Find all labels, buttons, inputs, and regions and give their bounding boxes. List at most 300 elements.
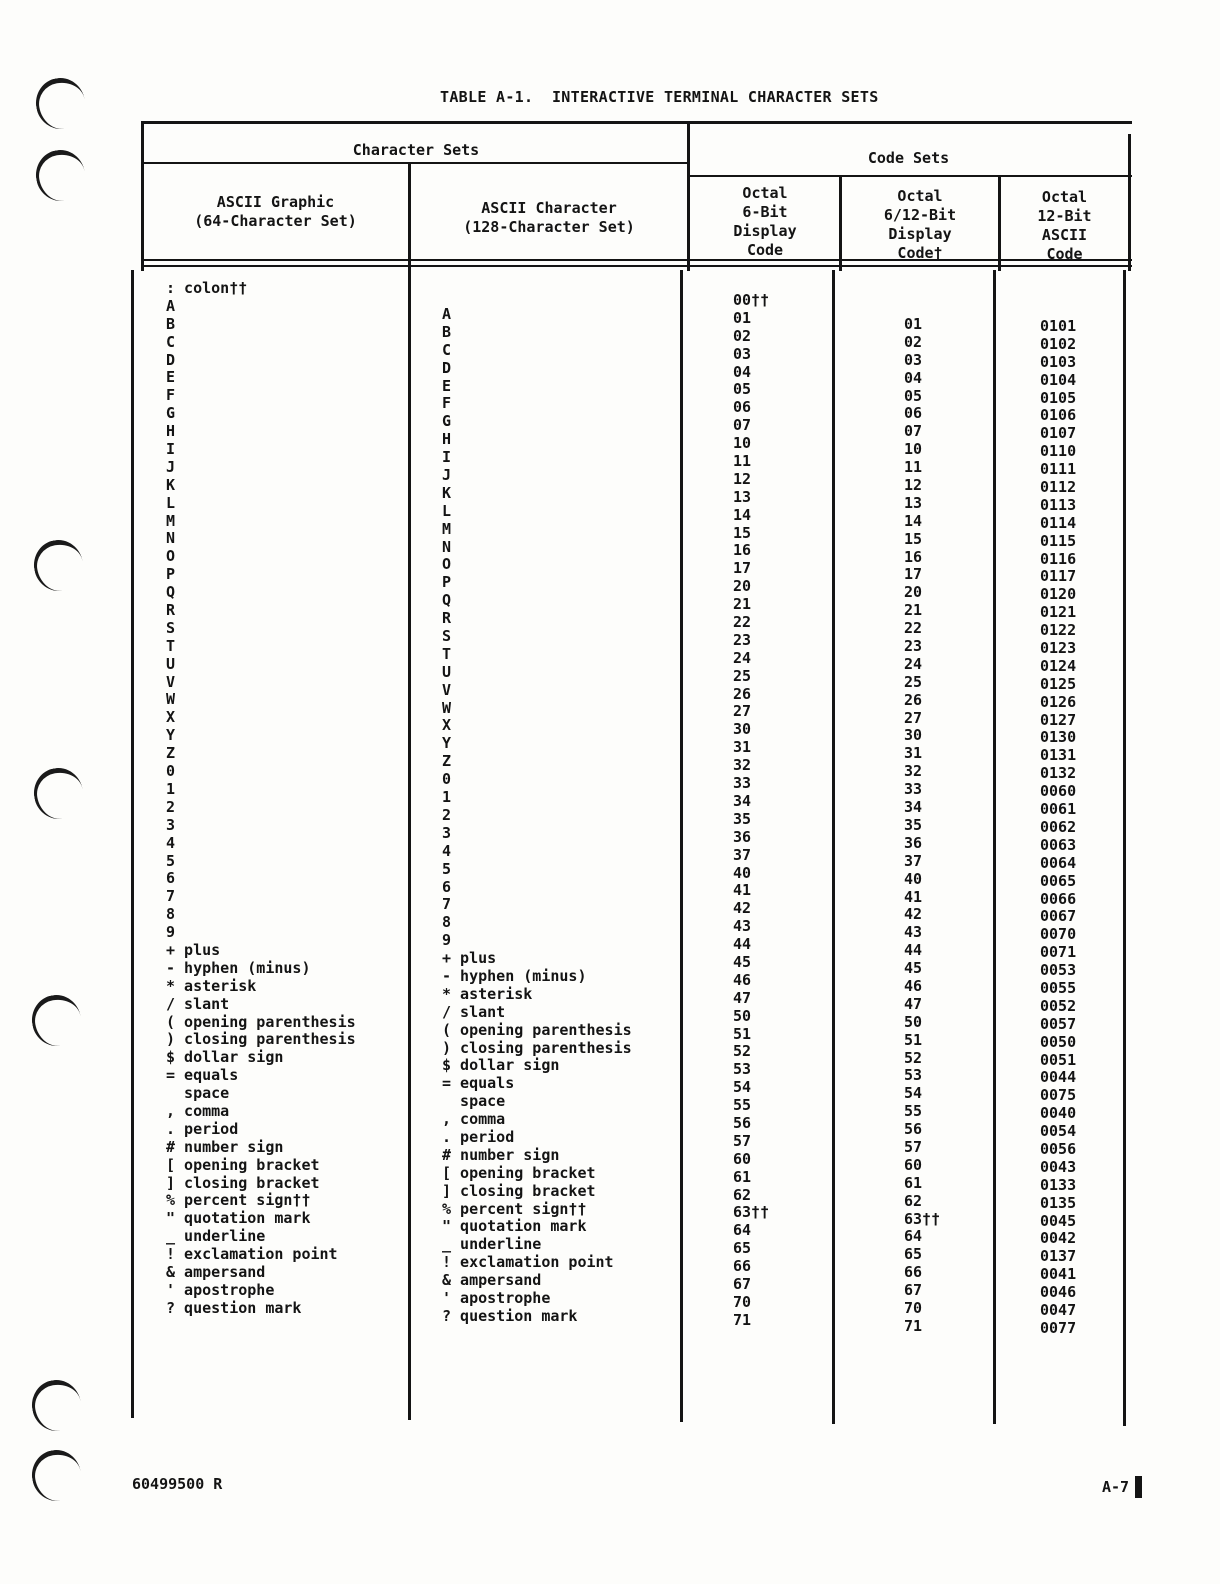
table-cell: 8 xyxy=(442,913,452,932)
table-cell: 41 xyxy=(733,881,752,900)
table-cell: 30 xyxy=(733,720,752,739)
table-cell: 0066 xyxy=(1040,889,1077,908)
table-cell: T xyxy=(166,636,176,655)
table-cell: 0127 xyxy=(1040,710,1077,729)
document-number: 60499500 R xyxy=(132,1475,223,1493)
table-cell: 66 xyxy=(904,1263,923,1282)
table-cell: A xyxy=(442,305,452,323)
table-cell: + plus xyxy=(442,949,497,968)
table-cell: 0045 xyxy=(1040,1211,1077,1230)
table-cell: 42 xyxy=(904,905,923,924)
table-cell: 0107 xyxy=(1040,424,1077,443)
col-line-0b xyxy=(131,270,134,1418)
table-cell: 31 xyxy=(904,744,923,763)
table-cell: 71 xyxy=(733,1310,752,1329)
table-cell: 6 xyxy=(166,869,176,888)
table-cell: 0042 xyxy=(1040,1229,1077,1248)
table-cell: 0065 xyxy=(1040,871,1077,890)
table-cell: ' apostrophe xyxy=(442,1288,551,1307)
table-cell: 0071 xyxy=(1040,943,1077,962)
table-cell: 0077 xyxy=(1040,1318,1077,1337)
table-cell: 0131 xyxy=(1040,746,1077,765)
table-cell: [ opening bracket xyxy=(442,1163,596,1182)
table-cell: 14 xyxy=(733,505,752,524)
table-cell: 0 xyxy=(166,762,176,781)
table-cell: 0125 xyxy=(1040,674,1077,693)
table-cell: 21 xyxy=(733,595,752,614)
table-cell: G xyxy=(442,412,452,431)
table-cell: 50 xyxy=(733,1006,752,1025)
table-cell: M xyxy=(442,519,452,538)
table-cell: 6 xyxy=(442,877,452,896)
table-cell: 0130 xyxy=(1040,728,1077,747)
table-cell: 0110 xyxy=(1040,442,1077,461)
table-cell: , comma xyxy=(442,1110,506,1129)
table-cell: B xyxy=(166,314,176,333)
table-cell: 07 xyxy=(904,422,923,441)
table-cell: 46 xyxy=(733,970,752,989)
table-cell: : colon†† xyxy=(166,279,248,297)
table-cell: R xyxy=(442,609,452,628)
table-cell: 36 xyxy=(733,827,752,846)
table-cell: ( opening parenthesis xyxy=(166,1012,356,1031)
table-cell: J xyxy=(442,466,452,485)
table-cell: 44 xyxy=(733,935,752,954)
table-cell: E xyxy=(166,368,176,387)
table-cell: S xyxy=(166,618,176,637)
table-cell: 36 xyxy=(904,833,923,852)
punch-hole-2 xyxy=(32,146,89,205)
punch-hole-1 xyxy=(32,74,89,133)
table-cell: N xyxy=(442,537,452,556)
table-cell: Y xyxy=(442,734,452,753)
table-cell: 60 xyxy=(733,1149,752,1168)
table-cell: 03 xyxy=(733,344,752,363)
table-cell: 0062 xyxy=(1040,817,1077,836)
code-sets-header: Code Sets xyxy=(867,149,950,167)
table-cell: 11 xyxy=(733,452,752,471)
table-cell: 40 xyxy=(904,869,923,888)
table-cell: 0040 xyxy=(1040,1104,1077,1123)
table-cell: K xyxy=(442,483,452,502)
table-cell: 34 xyxy=(733,791,752,810)
table-cell: 0113 xyxy=(1040,495,1077,514)
table-cell: ) closing parenthesis xyxy=(442,1038,632,1057)
table-cell: 0102 xyxy=(1040,334,1077,353)
table-cell: C xyxy=(442,340,452,359)
table-cell: 34 xyxy=(904,798,923,817)
octal6-column xyxy=(733,292,823,1330)
ascii64-column xyxy=(166,280,406,1318)
table-cell: I xyxy=(442,448,452,467)
table-cell: P xyxy=(442,573,452,592)
punch-hole-6 xyxy=(28,1376,85,1435)
table-cell: 21 xyxy=(904,601,923,620)
col-line-1 xyxy=(408,164,411,1420)
table-cell: 25 xyxy=(904,672,923,691)
table-cell: ] closing bracket xyxy=(442,1181,596,1200)
table-cell: 47 xyxy=(733,988,752,1007)
table-cell: ] closing bracket xyxy=(166,1173,320,1192)
table-cell: 0117 xyxy=(1040,567,1077,586)
table-cell: X xyxy=(166,708,176,727)
table-cell: 0122 xyxy=(1040,621,1077,640)
table-cell: " quotation mark xyxy=(166,1209,311,1228)
table-cell: = equals xyxy=(166,1066,239,1085)
table-cell: F xyxy=(442,394,452,413)
table-cell: 61 xyxy=(733,1167,752,1186)
table-cell: 05 xyxy=(733,380,752,399)
table-cell: 62 xyxy=(904,1191,923,1210)
table-cell: 33 xyxy=(904,780,923,799)
table-cell: 8 xyxy=(166,905,176,924)
table-cell: H xyxy=(442,430,452,449)
table-cell: 02 xyxy=(733,326,752,345)
table-cell: % percent sign†† xyxy=(442,1199,587,1218)
table-cell: 57 xyxy=(904,1137,923,1156)
table-cell: 63†† xyxy=(733,1203,770,1222)
table-cell: / slant xyxy=(166,994,230,1013)
table-cell: 0135 xyxy=(1040,1193,1077,1212)
table-cell: 51 xyxy=(904,1030,923,1049)
table-cell: 0067 xyxy=(1040,907,1077,926)
table-cell: 61 xyxy=(904,1173,923,1192)
table-cell: 41 xyxy=(904,887,923,906)
table-cell: 01 xyxy=(733,308,752,327)
table-cell: 54 xyxy=(904,1084,923,1103)
table-cell: 45 xyxy=(733,952,752,971)
punch-hole-7 xyxy=(28,1446,85,1505)
table-cell: 1 xyxy=(442,788,452,807)
table-cell: 0057 xyxy=(1040,1014,1077,1033)
table-cell: W xyxy=(166,690,176,709)
table-cell: 7 xyxy=(166,887,176,906)
table-cell: 0104 xyxy=(1040,370,1077,389)
table-cell: H xyxy=(166,422,176,441)
table-cell: V xyxy=(442,680,452,699)
table-cell: 0114 xyxy=(1040,513,1077,532)
col-line-4b xyxy=(993,270,996,1424)
table-cell: 11 xyxy=(904,458,923,477)
table-cell: F xyxy=(166,386,176,405)
table-cell: 55 xyxy=(733,1096,752,1115)
table-cell: 0132 xyxy=(1040,764,1077,783)
table-cell: 57 xyxy=(733,1131,752,1150)
table-cell: 65 xyxy=(904,1245,923,1264)
table-cell: 0111 xyxy=(1040,460,1077,479)
table-cell: 5 xyxy=(166,851,176,870)
table-cell: " quotation mark xyxy=(442,1217,587,1236)
table-cell: 0120 xyxy=(1040,585,1077,604)
table-cell: L xyxy=(166,493,176,512)
group-header-rule-right xyxy=(689,175,1132,177)
table-cell: ' apostrophe xyxy=(166,1280,275,1299)
punch-hole-3 xyxy=(30,536,87,595)
table-cell: 71 xyxy=(904,1316,923,1335)
group-header-rule-left xyxy=(143,162,689,164)
table-cell: 2 xyxy=(166,797,176,816)
table-cell: 67 xyxy=(904,1281,923,1300)
punch-hole-4 xyxy=(30,764,87,823)
table-cell: 12 xyxy=(904,476,923,495)
table-cell: $ dollar sign xyxy=(442,1056,560,1075)
table-cell: 32 xyxy=(904,762,923,781)
table-cell: 0116 xyxy=(1040,549,1077,568)
table-cell: 40 xyxy=(733,863,752,882)
table-cell: 67 xyxy=(733,1274,752,1293)
col-line-3b xyxy=(832,270,835,1424)
table-cell: 9 xyxy=(166,923,176,942)
table-cell: 17 xyxy=(904,565,923,584)
octal612-header: Octal 6/12-Bit Display Code† xyxy=(883,187,957,262)
table-cell: Z xyxy=(442,752,452,771)
octal612-column xyxy=(904,316,984,1336)
table-cell: - hyphen (minus) xyxy=(442,966,587,985)
table-cell: 30 xyxy=(904,726,923,745)
table-cell: 0056 xyxy=(1040,1139,1077,1158)
octal6-header: Octal 6-Bit Display Code xyxy=(733,184,797,259)
table-cell: B xyxy=(442,322,452,341)
table-cell: - hyphen (minus) xyxy=(166,958,311,977)
table-cell: 0043 xyxy=(1040,1157,1077,1176)
table-cell: P xyxy=(166,565,176,584)
table-cell: 46 xyxy=(904,976,923,995)
table-cell: 24 xyxy=(733,648,752,667)
table-cell: 20 xyxy=(904,583,923,602)
table-cell: D xyxy=(442,358,452,377)
table-cell: * asterisk xyxy=(442,984,533,1003)
table-cell: G xyxy=(166,404,176,423)
table-cell: 06 xyxy=(904,404,923,423)
table-cell: 25 xyxy=(733,666,752,685)
table-cell: 13 xyxy=(733,487,752,506)
table-cell: # number sign xyxy=(442,1145,560,1164)
table-cell: # number sign xyxy=(166,1137,284,1156)
table-cell: ) closing parenthesis xyxy=(166,1030,356,1049)
table-cell: 55 xyxy=(904,1102,923,1121)
table-cell: 0047 xyxy=(1040,1300,1077,1319)
table-cell: A xyxy=(166,296,176,315)
table-cell: 0050 xyxy=(1040,1032,1077,1051)
table-cell: 0054 xyxy=(1040,1122,1077,1141)
table-cell: I xyxy=(166,440,176,459)
table-title: TABLE A-1. INTERACTIVE TERMINAL CHARACTER SETS xyxy=(440,88,879,106)
table-cell: 0103 xyxy=(1040,352,1077,371)
table-cell: 0064 xyxy=(1040,853,1077,872)
table-cell: 51 xyxy=(733,1024,752,1043)
table-cell: / slant xyxy=(442,1002,506,1021)
table-cell: E xyxy=(442,376,452,395)
table-cell: 12 xyxy=(733,469,752,488)
table-cell: 53 xyxy=(733,1060,752,1079)
table-cell: [ opening bracket xyxy=(166,1155,320,1174)
table-cell: 0133 xyxy=(1040,1175,1077,1194)
table-cell: 56 xyxy=(904,1120,923,1139)
table-cell: ( opening parenthesis xyxy=(442,1020,632,1039)
character-sets-header: Character Sets xyxy=(352,141,480,159)
table-cell: 2 xyxy=(442,805,452,824)
table-cell: _ underline xyxy=(442,1235,542,1254)
table-cell: 43 xyxy=(904,923,923,942)
table-cell: 0112 xyxy=(1040,478,1077,497)
table-cell: U xyxy=(442,662,452,681)
table-cell: 03 xyxy=(904,350,923,369)
table-cell: 0046 xyxy=(1040,1283,1077,1302)
table-cell: 10 xyxy=(733,434,752,453)
table-cell: 35 xyxy=(904,815,923,834)
table-cell: & ampersand xyxy=(442,1271,542,1290)
col-line-5b xyxy=(1123,270,1126,1426)
table-cell: 1 xyxy=(166,779,176,798)
table-cell: 0070 xyxy=(1040,925,1077,944)
page-number: A-7 xyxy=(1102,1478,1130,1496)
table-cell: 0126 xyxy=(1040,692,1077,711)
table-cell: 4 xyxy=(166,833,176,852)
table-cell: 56 xyxy=(733,1113,752,1132)
table-cell: 04 xyxy=(904,368,923,387)
table-cell: 53 xyxy=(904,1066,923,1085)
table-cell: 0060 xyxy=(1040,782,1077,801)
table-cell: 27 xyxy=(904,708,923,727)
table-cell: D xyxy=(166,350,176,369)
table-cell: 43 xyxy=(733,917,752,936)
table-top-border xyxy=(143,121,1132,124)
table-cell: 4 xyxy=(442,841,452,860)
table-cell: 13 xyxy=(904,493,923,512)
table-cell: Z xyxy=(166,744,176,763)
table-cell: 37 xyxy=(904,851,923,870)
table-cell: 65 xyxy=(733,1239,752,1258)
table-cell: 35 xyxy=(733,809,752,828)
table-cell: 64 xyxy=(904,1227,923,1246)
table-cell: ? question mark xyxy=(442,1306,578,1325)
col-line-2b xyxy=(680,270,683,1422)
table-cell: 22 xyxy=(904,619,923,638)
table-cell: Q xyxy=(166,583,176,602)
table-cell: space xyxy=(442,1092,506,1111)
table-cell: 23 xyxy=(733,630,752,649)
table-cell: 16 xyxy=(733,541,752,560)
table-cell: $ dollar sign xyxy=(166,1048,284,1067)
table-cell: . period xyxy=(166,1119,239,1138)
ascii128-column xyxy=(442,306,678,1326)
table-cell: % percent sign†† xyxy=(166,1191,311,1210)
table-cell: ? question mark xyxy=(166,1298,302,1317)
table-cell: O xyxy=(442,555,452,574)
table-cell: 20 xyxy=(733,577,752,596)
table-cell: 70 xyxy=(904,1298,923,1317)
table-cell: 60 xyxy=(904,1155,923,1174)
table-cell: 0061 xyxy=(1040,800,1077,819)
table-cell: 06 xyxy=(733,398,752,417)
table-cell: 05 xyxy=(904,386,923,405)
table-cell: 02 xyxy=(904,332,923,351)
table-cell: 62 xyxy=(733,1185,752,1204)
table-cell: 0124 xyxy=(1040,656,1077,675)
table-cell: M xyxy=(166,511,176,530)
table-cell: 26 xyxy=(904,690,923,709)
table-cell: 0063 xyxy=(1040,835,1077,854)
table-cell: 33 xyxy=(733,774,752,793)
table-cell: 0121 xyxy=(1040,603,1077,622)
table-cell: 31 xyxy=(733,738,752,757)
table-cell: J xyxy=(166,457,176,476)
table-cell: 07 xyxy=(733,416,752,435)
table-cell: + plus xyxy=(166,940,221,959)
table-cell: 0052 xyxy=(1040,996,1077,1015)
table-cell: 0123 xyxy=(1040,639,1077,658)
table-cell: , comma xyxy=(166,1101,230,1120)
table-cell: 54 xyxy=(733,1078,752,1097)
table-cell: & ampersand xyxy=(166,1262,266,1281)
table-cell: 50 xyxy=(904,1012,923,1031)
table-cell: 47 xyxy=(904,994,923,1013)
table-cell: 24 xyxy=(904,654,923,673)
table-cell: 0137 xyxy=(1040,1247,1077,1266)
table-cell: O xyxy=(166,547,176,566)
table-cell: 0115 xyxy=(1040,531,1077,550)
table-cell: 0101 xyxy=(1040,317,1077,335)
table-cell: * asterisk xyxy=(166,976,257,995)
table-cell: L xyxy=(442,501,452,520)
table-cell: U xyxy=(166,654,176,673)
table-cell: 16 xyxy=(904,547,923,566)
table-cell: 3 xyxy=(166,815,176,834)
table-cell: 32 xyxy=(733,756,752,775)
table-cell: X xyxy=(442,716,452,735)
table-cell: 0105 xyxy=(1040,388,1077,407)
table-cell: 66 xyxy=(733,1257,752,1276)
table-cell: 0075 xyxy=(1040,1086,1077,1105)
table-cell: C xyxy=(166,332,176,351)
table-cell: N xyxy=(166,529,176,548)
table-cell: 37 xyxy=(733,845,752,864)
table-cell: 0 xyxy=(442,770,452,789)
table-cell: 52 xyxy=(733,1042,752,1061)
table-cell: ! exclamation point xyxy=(166,1245,338,1264)
table-cell: 26 xyxy=(733,684,752,703)
table-cell: 27 xyxy=(733,702,752,721)
table-cell: 0055 xyxy=(1040,978,1077,997)
table-cell: 15 xyxy=(733,523,752,542)
table-cell: V xyxy=(166,672,176,691)
table-cell: 04 xyxy=(733,362,752,381)
table-cell: 15 xyxy=(904,529,923,548)
octal12ascii-column xyxy=(1040,318,1120,1338)
table-cell: 63†† xyxy=(904,1209,941,1228)
table-cell: 7 xyxy=(442,895,452,914)
table-cell: 23 xyxy=(904,637,923,656)
table-cell: 0051 xyxy=(1040,1050,1077,1069)
table-cell: 0106 xyxy=(1040,406,1077,425)
table-cell: Q xyxy=(442,591,452,610)
table-cell: R xyxy=(166,601,176,620)
table-cell: T xyxy=(442,644,452,663)
table-cell: 01 xyxy=(904,315,923,333)
table-cell: 3 xyxy=(442,823,452,842)
table-cell: _ underline xyxy=(166,1227,266,1246)
table-cell: 64 xyxy=(733,1221,752,1240)
table-cell: 14 xyxy=(904,511,923,530)
table-cell: space xyxy=(166,1084,230,1103)
table-cell: 00†† xyxy=(733,291,770,309)
header-rule-2 xyxy=(143,265,1132,267)
ascii64-header: ASCII Graphic (64-Character Set) xyxy=(194,193,357,230)
table-cell: K xyxy=(166,475,176,494)
punch-hole-5 xyxy=(28,991,85,1050)
table-cell: 45 xyxy=(904,959,923,978)
table-cell: ! exclamation point xyxy=(442,1253,614,1272)
